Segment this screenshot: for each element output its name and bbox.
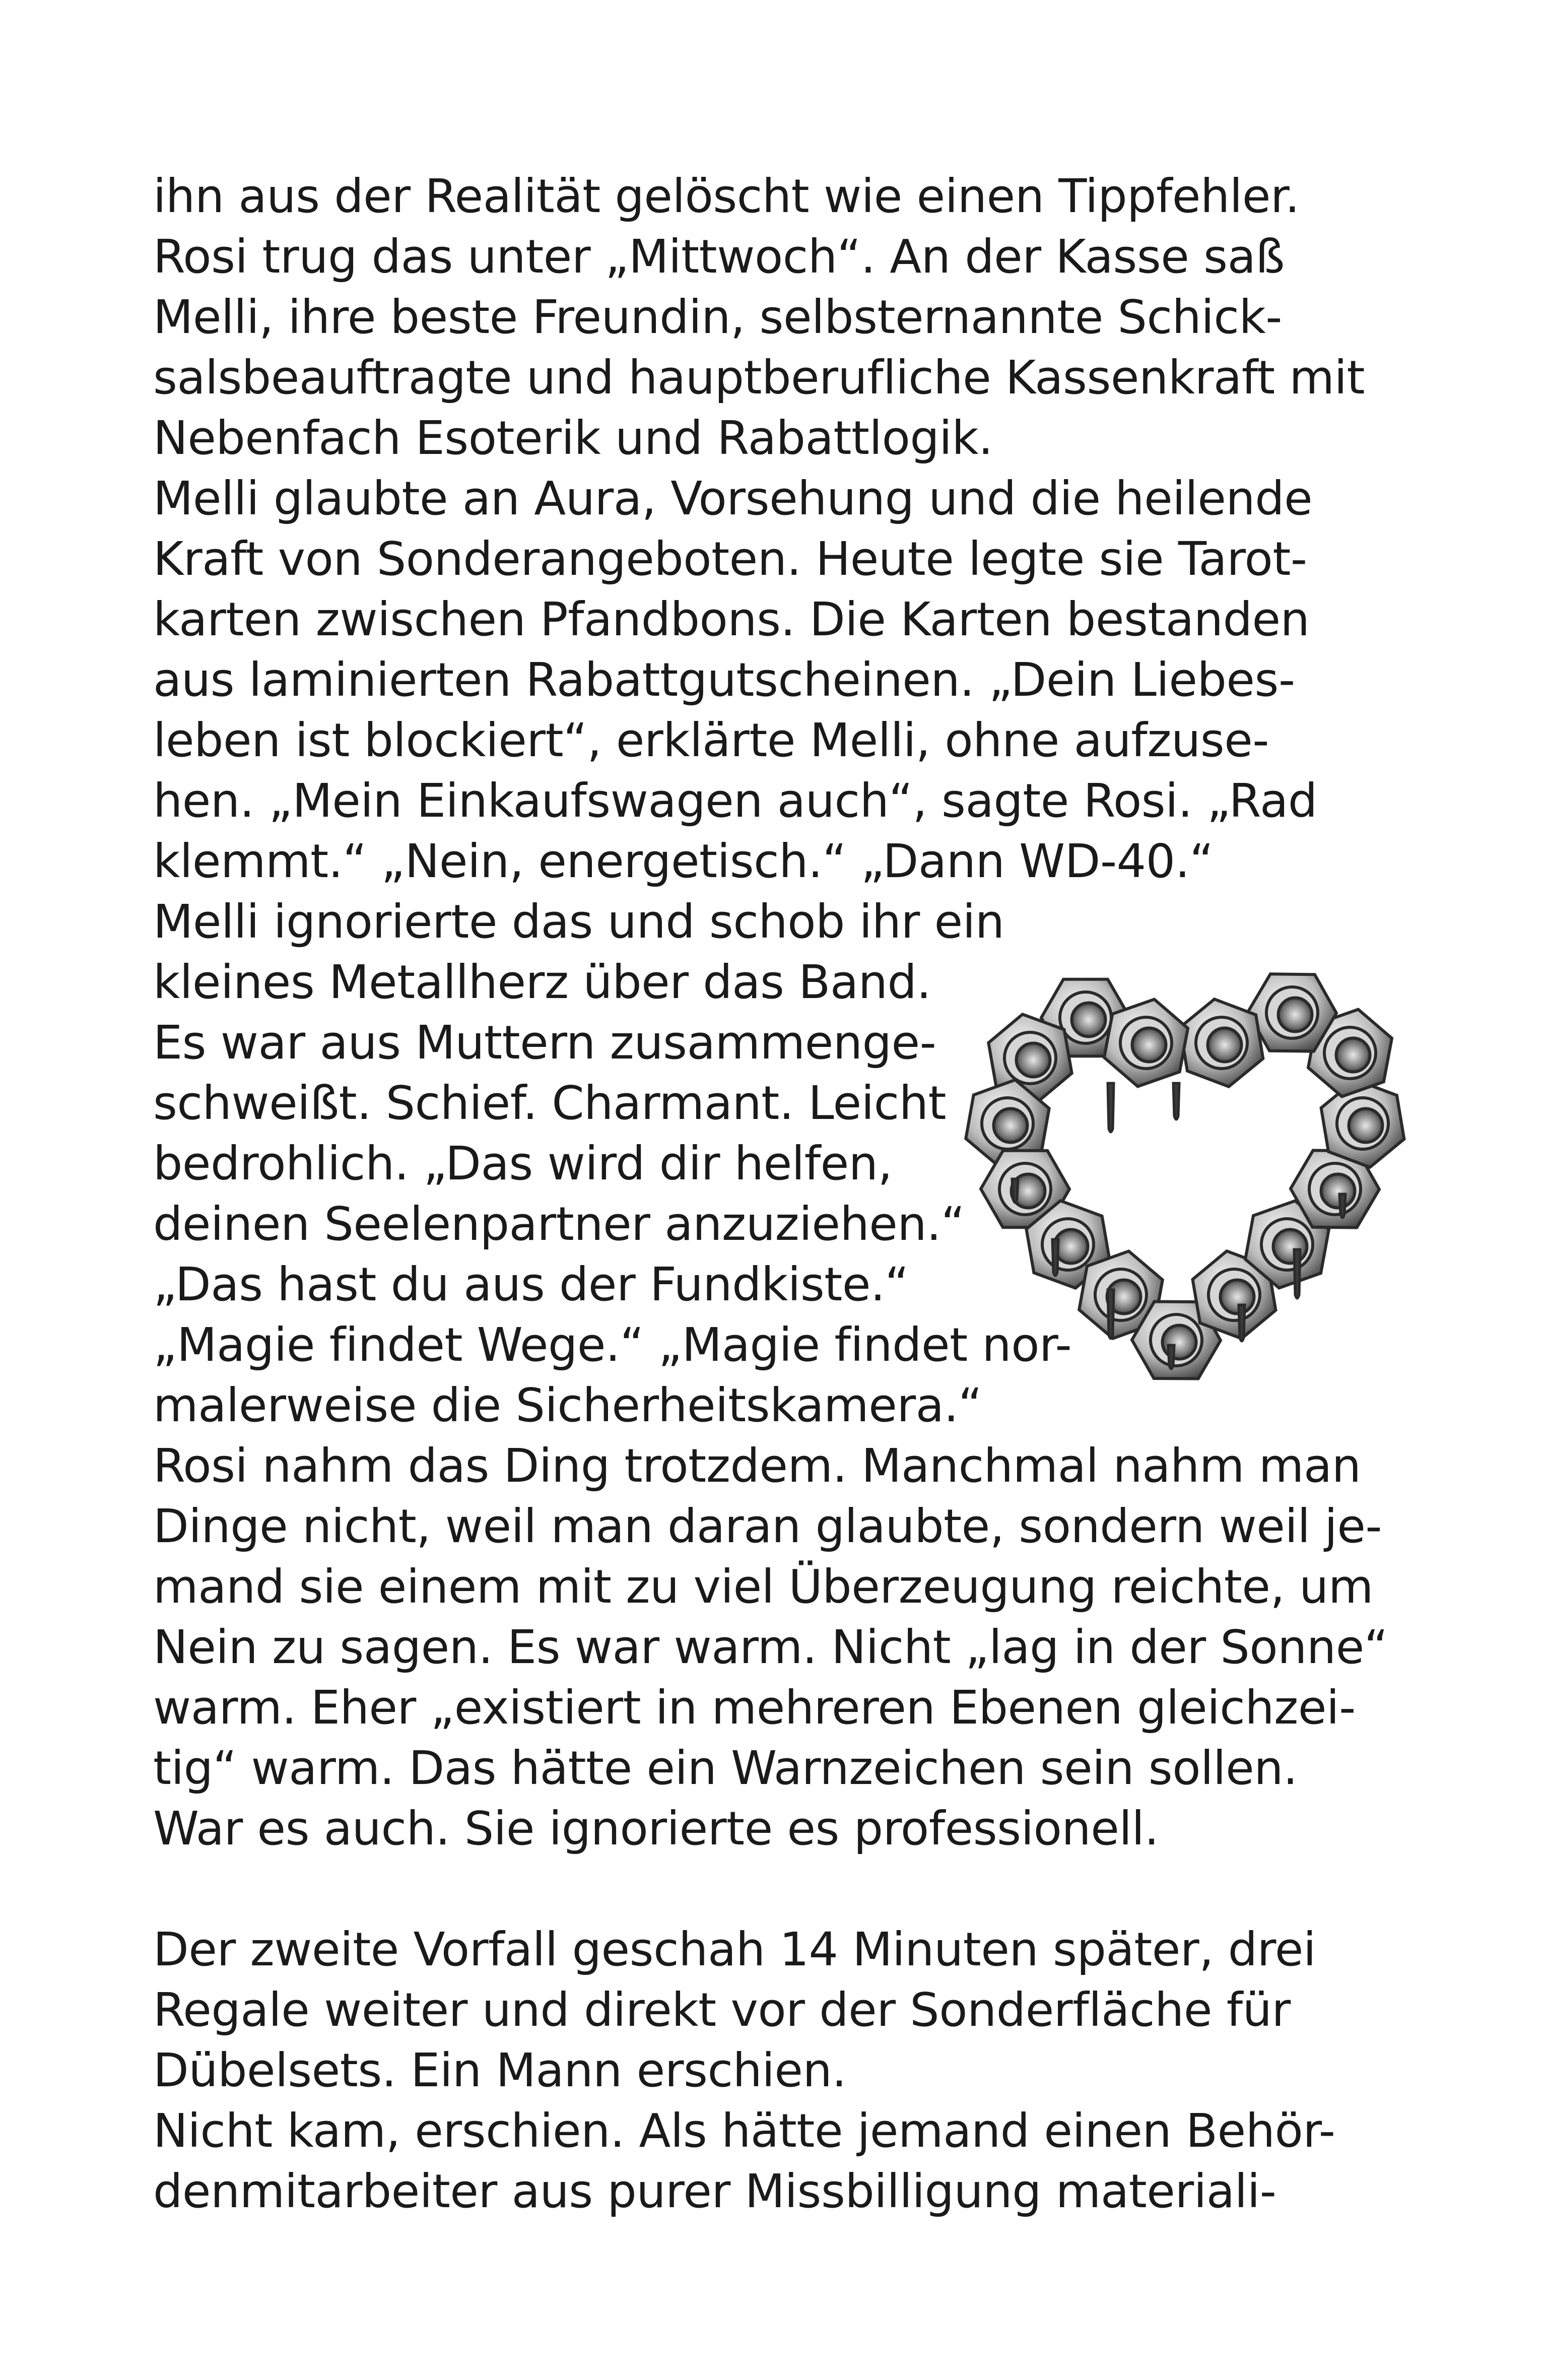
text-line: Der zweite Vorfall geschah 14 Minuten später, drei — [153, 1923, 1316, 1976]
text-line: Rosi nahm das Ding trotzdem. Manchmal nahm man — [153, 1439, 1361, 1493]
hex-nut — [1321, 1080, 1404, 1167]
hex-nut — [1180, 999, 1263, 1087]
drip — [1052, 1239, 1058, 1276]
drip — [1339, 1194, 1346, 1218]
text-line: Rosi trug das unter „Mittwoch“. An der Kasse saß — [153, 230, 1285, 284]
text-line: deinen Seelenpartner anzuziehen.“ — [153, 1197, 965, 1251]
drip — [1108, 1290, 1114, 1339]
text-line: warm. Eher „existiert in mehreren Ebenen gleichzei- — [153, 1681, 1356, 1735]
text-line: aus laminierten Rabattgutscheinen. „Dein Liebes- — [153, 653, 1295, 707]
text-line: schweißt. Schief. Charmant. Leicht — [153, 1076, 947, 1130]
text-line: Nebenfach Esoterik und Rabattlogik. — [153, 411, 993, 465]
text-line: Melli ignorierte das und schob ihr ein — [153, 895, 1004, 949]
text-line: Nicht kam, erschien. Als hätte jemand einen Behör- — [153, 2104, 1335, 2158]
drip — [1168, 1345, 1174, 1369]
text-line: tig“ warm. Das hätte ein Warnzeichen sein sollen. — [153, 1741, 1298, 1795]
text-line: mand sie einem mit zu viel Überzeugung reichte, um — [153, 1560, 1373, 1614]
text-line: kleines Metallherz über das Band. — [153, 955, 931, 1009]
drip — [1239, 1305, 1245, 1341]
text-line: Dübelsets. Ein Mann erschien. — [153, 2043, 847, 2097]
text-line: karten zwischen Pfandbons. Die Karten bestanden — [153, 592, 1310, 646]
text-line: Dinge nicht, weil man daran glaubte, sondern weil je- — [153, 1499, 1382, 1553]
text-line: Es war aus Muttern zusammenge- — [153, 1016, 936, 1070]
text-line: Melli, ihre beste Freundin, selbsternannte Schick- — [153, 290, 1282, 344]
text-line: ihn aus der Realität gelöscht wie einen Tippfehler. — [153, 169, 1300, 223]
hex-nut — [1104, 1000, 1188, 1087]
text-line: bedrohlich. „Das wird dir helfen, — [153, 1137, 893, 1191]
drip — [1012, 1179, 1018, 1203]
text-line: malerweise die Sicherheitskamera.“ — [153, 1378, 982, 1432]
text-line: Regale weiter und direkt vor der Sonderfläche für — [153, 1983, 1291, 2037]
text-line: leben ist blockiert“, erklärte Melli, ohne aufzuse- — [153, 713, 1269, 767]
text-line: „Magie findet Wege.“ „Magie findet nor- — [153, 1318, 1072, 1372]
hex-nut-heart-icon — [960, 942, 1426, 1385]
text-line: Kraft von Sonderangeboten. Heute legte sie Tarot- — [153, 532, 1307, 586]
text-line: hen. „Mein Einkaufswagen auch“, sagte Rosi. „Rad — [153, 774, 1317, 828]
text-line: „Das hast du aus der Fundkiste.“ — [153, 1258, 909, 1311]
drip — [1108, 1083, 1114, 1132]
text-line: War es auch. Sie ignorierte es professionell. — [153, 1802, 1159, 1856]
text-line: Melli glaubte an Aura, Vorsehung und die heilende — [153, 472, 1313, 525]
drip — [1173, 1083, 1179, 1119]
text-line: salsbeauftragte und hauptberufliche Kassenkraft mit — [153, 351, 1365, 405]
text-line: Nein zu sagen. Es war warm. Nicht „lag in der Sonne“ — [153, 1620, 1388, 1674]
text-line: denmitarbeiter aus purer Missbilligung materiali- — [153, 2164, 1276, 2218]
text-line: klemmt.“ „Nein, energetisch.“ „Dann WD-40.“ — [153, 834, 1214, 888]
drip — [1294, 1249, 1300, 1298]
